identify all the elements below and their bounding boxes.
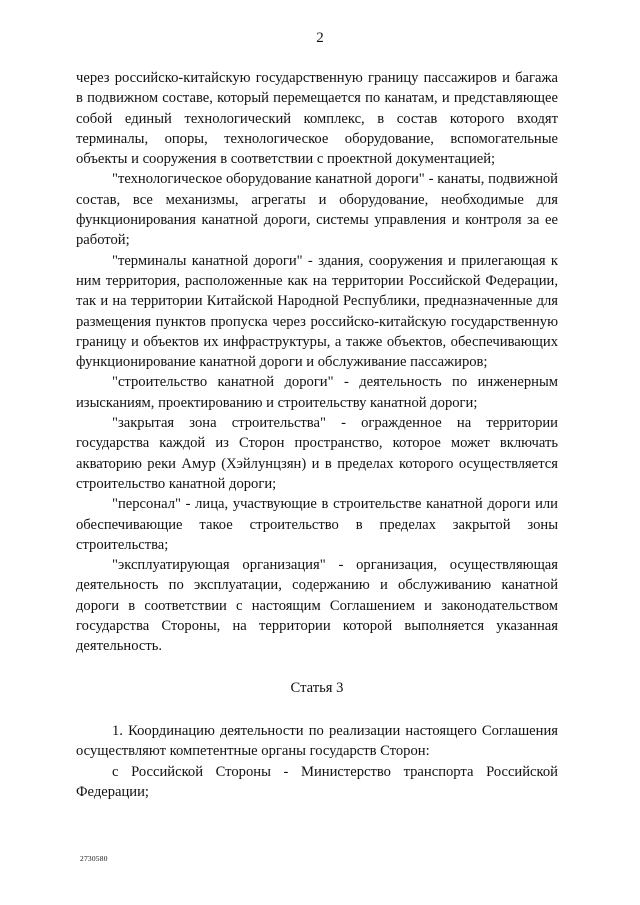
- page-number: 2: [316, 30, 324, 46]
- paragraph-construction: "строительство канатной дороги" - деятельность по инженерным изысканиям, проектированию и строительству канатной дороги;: [76, 374, 558, 411]
- paragraph-technological-equipment: "технологическое оборудование канатной дороги" - канаты, подвижной состав, все механизмы, агрегаты и оборудование, необходимые для функционирования канатной дороги, системы управления и контроля за ее работой;: [76, 171, 558, 249]
- paragraph-operating-organization: "эксплуатирующая организация" - организация, осуществляющая деятельность по эксплуатации, содержанию и обслуживанию канатной дороги в соответствии с настоящим Соглашением и законодательством государства Стороны, на территории которой выполняется указанная деятельность.: [76, 557, 558, 655]
- paragraph-russian-side: с Российской Стороны - Министерство транспорта Российской Федерации;: [76, 763, 558, 800]
- paragraph-coordination: 1. Координацию деятельности по реализации настоящего Соглашения осуществляют компетентные органы государств Сторон:: [76, 722, 558, 760]
- paragraph-personnel: "персонал" - лица, участвующие в строительстве канатной дороги или обеспечивающие такое строительство в пределах закрытой зоны строительства;: [76, 496, 558, 553]
- paragraph-terminals: "терминалы канатной дороги" - здания, сооружения и прилегающая к ним территория, расположенные как на территории Российской Федерации, так и на территории Китайской Народной Республики, предназначенные для размещения пунктов пропуска через российско-китайскую государственную границу и объектов их инфраструктуры, а также объектов, обеспечивающих функционирование канатной дороги и обслуживание пассажиров;: [76, 252, 558, 371]
- article-heading: Статья 3: [290, 679, 344, 696]
- document-body: [76, 68, 558, 802]
- document-code: 2730580: [80, 854, 108, 863]
- paragraph-cableway-definition-end: через российско-китайскую государственную границу пассажиров и багажа в подвижном составе, который перемещается по канатам, и представляющее собой единый технологический комплекс, в состав которого входят терминалы, опоры, технологическое оборудование, вспомогательные объекты и сооружения в соответствии с проектной документацией;: [76, 70, 558, 168]
- paragraph-closed-zone: "закрытая зона строительства" - огражденное на территории государства каждой из Сторон пространство, которое может включать акваторию реки Амур (Хэйлунцзян) и в пределах которого осуществляется строительство канатной дороги;: [76, 415, 558, 492]
